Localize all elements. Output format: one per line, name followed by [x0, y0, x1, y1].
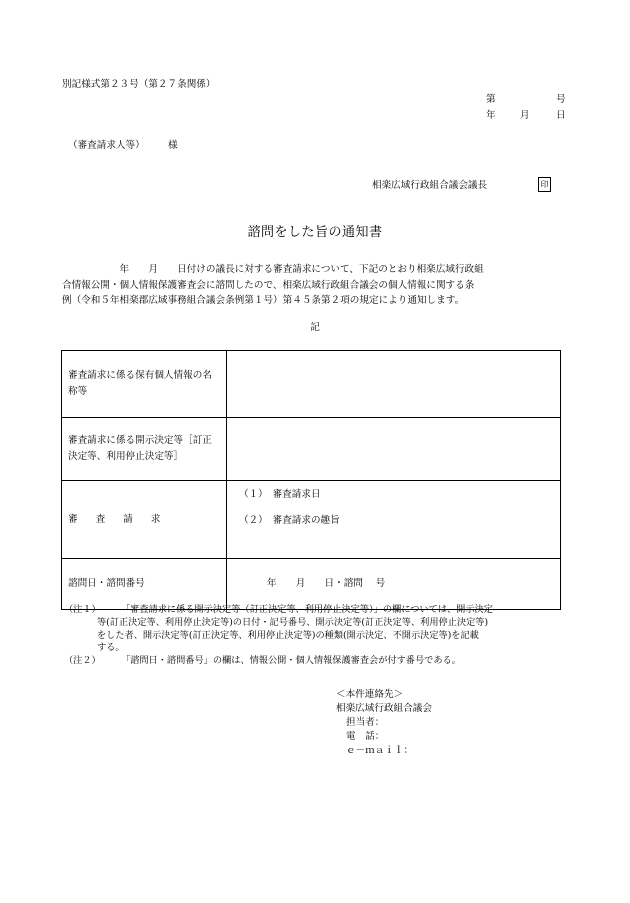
table-row	[62, 559, 561, 610]
number-prefix: 第	[486, 94, 496, 105]
table-row	[62, 481, 561, 559]
recipient-honorific: 様	[168, 140, 178, 151]
table-row	[62, 418, 561, 481]
ki-heading: 記	[310, 322, 320, 333]
table-row	[62, 351, 561, 418]
note-2-line: 「諮問日・諮問番号」の欄は、情報公開・個人情報保護審査会が付す番号である。	[121, 655, 461, 667]
number-suffix: 号	[556, 94, 566, 105]
contact-person: 担当者：	[346, 717, 385, 728]
contact-phone: 電 話：	[346, 731, 385, 742]
row-value-review-request	[227, 481, 561, 559]
note-1	[64, 604, 574, 655]
row-label-personal-info: 審査請求に係る保有個人情報の名称等	[62, 351, 227, 418]
contact-heading: ＜本件連絡先＞	[336, 689, 404, 700]
row-label-consultation: 諮問日・諮問番号	[62, 559, 227, 610]
note-2-label: （注２）	[64, 655, 101, 667]
note-1-line: する。	[97, 642, 125, 654]
notes	[64, 604, 574, 668]
contact-block	[336, 688, 432, 758]
body-paragraph	[62, 262, 572, 309]
details-table	[61, 350, 561, 610]
body-line: 年 月 日付けの議長に対する審査請求について、下記のとおり相楽広域行政組	[62, 264, 484, 275]
form-number: 別記様式第２３号（第２７条関係）	[62, 79, 216, 90]
note-1-label: （注１）	[64, 604, 101, 615]
row-label-disclosure-decision: 審査請求に係る開示決定等［訂正決定等、利用停止決定等］	[62, 418, 227, 481]
sender-name: 相楽広域行政組合議会議長	[372, 180, 488, 191]
review-request-label: 審査請求	[68, 513, 179, 525]
body-line: 合情報公開・個人情報保護審査会に諮問したので、相楽広域行政組合議会の個人情報に関する条	[62, 279, 475, 291]
note-2	[64, 655, 574, 668]
row-value-consultation: 年 月 日・諮問 号	[227, 559, 561, 610]
row-label-review-request	[62, 481, 227, 559]
note-1-line: 「審査請求に係る開示決定等（訂正決定等、利用停止決定等）」の欄については、開示決定	[121, 604, 493, 615]
note-1-line: 等(訂正決定等、利用停止決定等)の日付・記号番号、開示決定等(訂正決定等、利用停止決定等)	[97, 616, 489, 628]
date-year: 年	[486, 110, 496, 121]
contact-email: ｅ－ｍａｉｌ：	[346, 745, 414, 756]
contact-org: 相楽広域行政組合議会	[336, 703, 432, 714]
seal-stamp: 印	[538, 177, 551, 192]
date-month: 月	[520, 110, 530, 121]
note-1-line: をした者、開示決定等(訂正決定等、利用停止決定等)の種類(開示決定、不開示決定等)を記載	[97, 629, 479, 641]
document-title: 諮問をした旨の通知書	[247, 225, 383, 240]
review-request-date: （１） 審査請求日	[239, 489, 321, 500]
date-day: 日	[556, 110, 566, 121]
body-line: 例（令和５年相楽郡広域事務組合議会条例第１号）第４５条第２項の規定により通知します。	[62, 295, 465, 306]
row-value-personal-info	[227, 351, 561, 418]
row-value-disclosure-decision	[227, 418, 561, 481]
recipient-label: （審査請求人等）	[68, 140, 145, 151]
review-request-purpose: （２） 審査請求の趣旨	[239, 515, 340, 526]
